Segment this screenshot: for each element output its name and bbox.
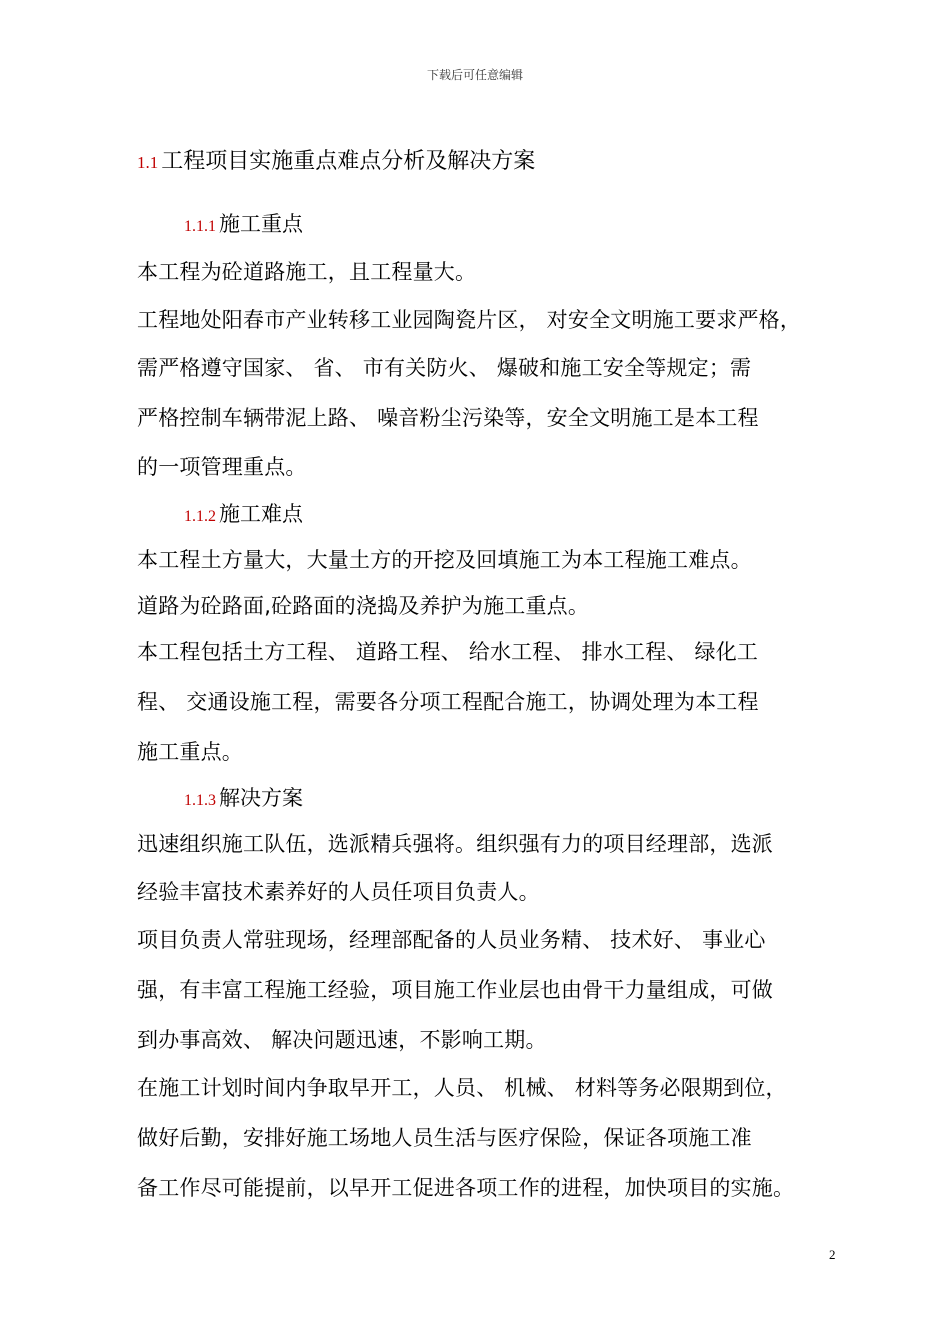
paragraph-line: 备工作尽可能提前，以早开工促进各项工作的进程，加快项目的实施。	[137, 1176, 795, 1200]
paragraph-line: 经验丰富技术素养好的人员任项目负责人。	[137, 880, 540, 904]
paragraph-line: 需严格遵守国家、 省、 市有关防火、 爆破和施工安全等规定；需	[137, 356, 752, 380]
paragraph-line: 道路为砼路面,砼路面的浇捣及养护为施工重点。	[137, 594, 590, 618]
paragraph-line: 工程地处阳春市产业转移工业园陶瓷片区， 对安全文明施工要求严格，	[137, 308, 802, 332]
paragraph-line: 本工程土方量大，大量土方的开挖及回填施工为本工程施工难点。	[137, 548, 752, 572]
subsection-heading	[184, 208, 303, 238]
subsection-title: 施工难点	[219, 502, 303, 526]
paragraph-line: 项目负责人常驻现场，经理部配备的人员业务精、 技术好、 事业心	[137, 928, 766, 952]
subsection-title: 解决方案	[219, 786, 303, 810]
paragraph-line: 本工程为砼道路施工，且工程量大。	[137, 260, 477, 284]
paragraph-line: 强，有丰富工程施工经验，项目施工作业层也由骨干力量组成，可做	[137, 978, 773, 1002]
paragraph-line: 做好后勤，安排好施工场地人员生活与医疗保险，保证各项施工准	[137, 1126, 752, 1150]
subsection-title: 施工重点	[219, 212, 303, 236]
paragraph-line: 的一项管理重点。	[137, 455, 307, 479]
section-number: 1.1	[137, 153, 159, 172]
section-heading	[137, 144, 535, 175]
subsection-heading	[184, 782, 303, 812]
header-note: 下载后可任意编辑	[426, 68, 523, 82]
paragraph-line: 严格控制车辆带泥上路、 噪音粉尘污染等，安全文明施工是本工程	[137, 406, 759, 430]
subsection-number: 1.1.3	[184, 792, 216, 809]
paragraph-line: 到办事高效、 解决问题迅速，不影响工期。	[137, 1028, 547, 1052]
section-title: 工程项目实施重点难点分析及解决方案	[161, 149, 536, 174]
subsection-number: 1.1.1	[184, 218, 216, 235]
paragraph-line: 迅速组织施工队伍，选派精兵强将。组织强有力的项目经理部，选派	[137, 832, 773, 856]
subsection-number: 1.1.2	[184, 508, 216, 525]
paragraph-line: 在施工计划时间内争取早开工，人员、 机械、 材料等务必限期到位，	[137, 1076, 787, 1100]
paragraph-line: 本工程包括土方工程、 道路工程、 给水工程、 排水工程、 绿化工	[137, 640, 759, 664]
page-number: 2	[829, 1247, 836, 1262]
subsection-heading	[184, 498, 303, 528]
paragraph-line: 程、 交通设施工程，需要各分项工程配合施工，协调处理为本工程	[137, 690, 759, 714]
paragraph-line: 施工重点。	[137, 740, 243, 764]
